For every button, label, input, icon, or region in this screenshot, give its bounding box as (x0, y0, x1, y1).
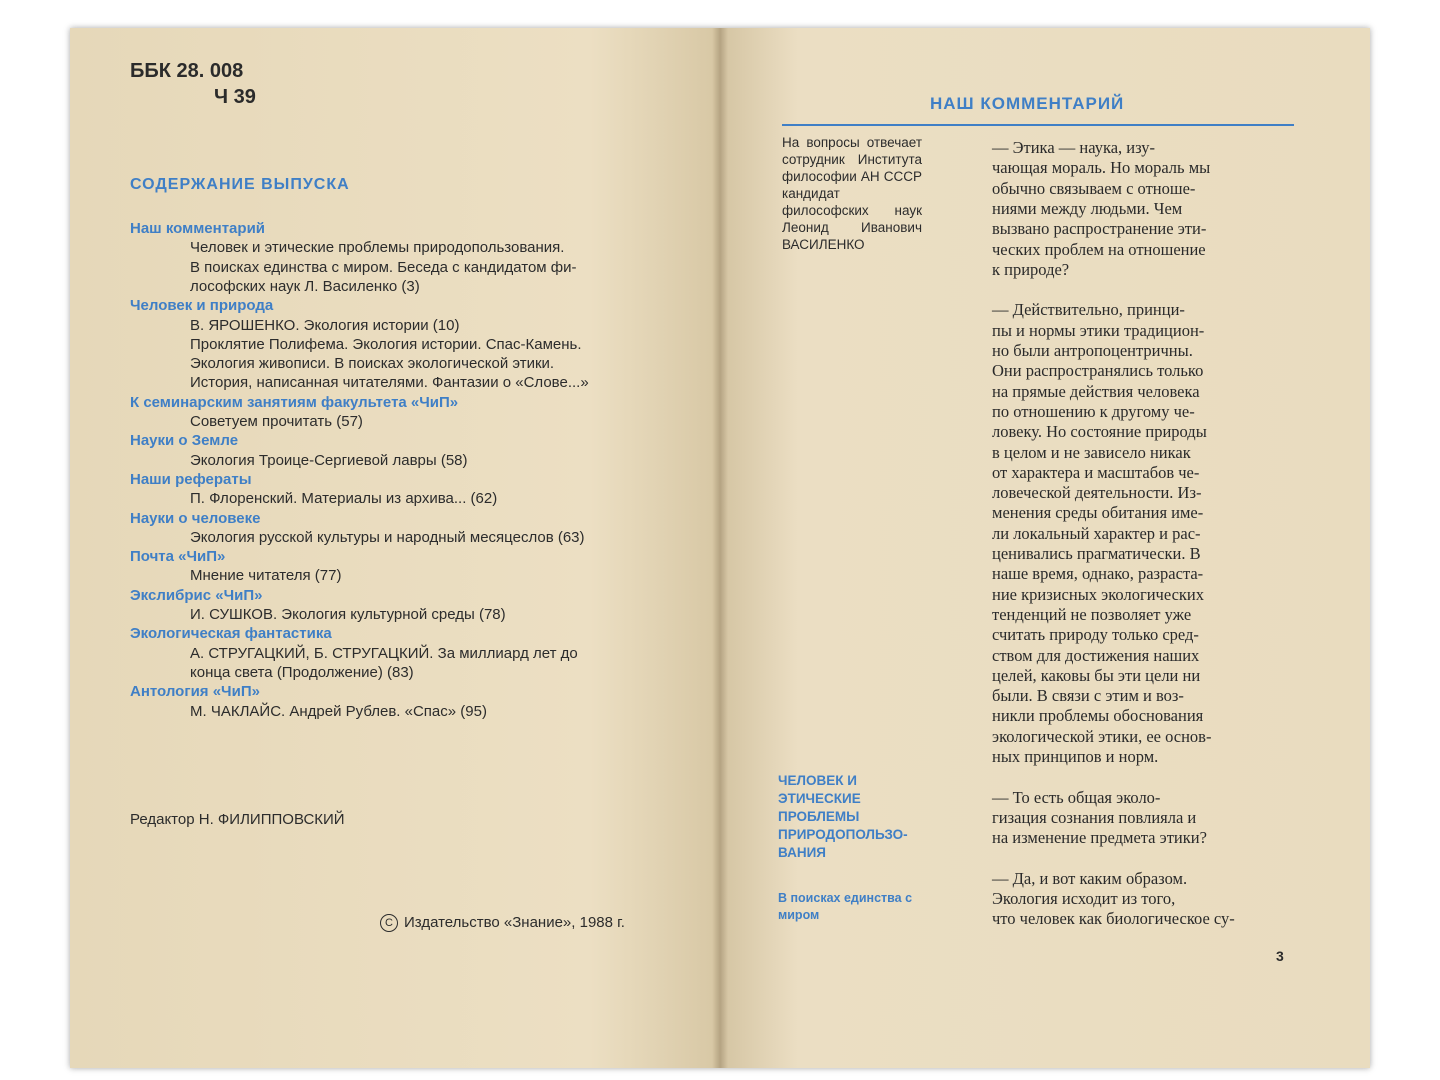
toc-section-heading: Почта «ЧиП» (130, 548, 226, 566)
toc-section-heading: Человек и природа (130, 297, 274, 315)
body-text-line: были. В связи с этим и воз- (992, 686, 1184, 706)
body-text-line: экологической этики, ее основ- (992, 726, 1212, 746)
body-text-line: на изменение предмета этики? (992, 828, 1207, 848)
body-text-line: на прямые действия человека (992, 381, 1200, 401)
section-heading: НАШ КОММЕНТАРИЙ (930, 94, 1125, 113)
toc-entry: лософских наук Л. Василенко (3) (190, 277, 420, 295)
body-text-line: ловеческой деятельности. Из- (992, 483, 1202, 503)
toc-section-heading: Наши рефераты (130, 470, 252, 488)
body-text-line: пы и нормы этики традицион- (992, 320, 1205, 340)
body-text-line: ческих проблем на отношение (992, 239, 1206, 259)
toc-entry: конца света (Продолжение) (83) (190, 663, 414, 681)
toc-entry: История, написанная читателями. Фантазии о «Слове...» (190, 374, 589, 392)
bbk-code: ББК 28. 008 (130, 60, 244, 82)
body-text-line: к природе? (992, 259, 1070, 279)
left-page (70, 28, 720, 1068)
toc-entry: П. Флоренский. Материалы из архива... (62) (190, 490, 498, 508)
copyright-icon: C (380, 914, 398, 932)
body-text-line: наше время, однако, разраста- (992, 564, 1204, 584)
toc-section-heading: Науки о Земле (130, 432, 239, 450)
toc-section-heading: Наш комментарий (130, 220, 266, 237)
toc-section-heading: К семинарским занятиям факультета «ЧиП» (130, 393, 459, 411)
body-text-line: Экология исходит из того, (992, 889, 1176, 909)
body-text-line: ловеку. Но состояние природы (992, 422, 1207, 442)
article-title: ЧЕЛОВЕК И ЭТИЧЕСКИЕ ПРОБЛЕМЫ ПРИРОДОПОЛЬЗО- ВАНИЯ (778, 773, 908, 860)
body-text-line: — Да, и вот каким образом. (992, 868, 1188, 888)
toc-entry: Экология русской культуры и народный месяцеслов (63) (190, 528, 585, 546)
body-text-line: гизация сознания повлияла и (992, 807, 1197, 827)
page-number: 3 (1276, 948, 1284, 964)
body-text-line: ли локальный характер и рас- (992, 523, 1201, 543)
body-text-line: что человек как биологическое су- (992, 909, 1235, 929)
body-text-line: вызвано распространение эти- (992, 219, 1207, 239)
heading-rule (782, 124, 1294, 126)
toc-entry: А. СТРУГАЦКИЙ, Б. СТРУГАЦКИЙ. За миллиард лет до (190, 644, 578, 662)
body-text-line: от характера и масштабов че- (992, 462, 1200, 482)
toc-entry: И. СУШКОВ. Экология культурной среды (78) (190, 606, 506, 623)
body-text-line: но были антропоцентричны. (992, 341, 1193, 360)
body-text-line: менения среды обитания име- (992, 503, 1204, 523)
toc-entry: Советуем прочитать (57) (190, 413, 363, 430)
book-spine (712, 28, 728, 1068)
toc-entry: Экология живописи. В поисках экологической этики. (190, 355, 555, 373)
body-text-line: Они распространялись только (992, 361, 1204, 381)
interview-intro: На вопросы отвечает сотрудник Института философии АН СССР кандидат философских наук Леонид Иванович ВАСИЛЕНКО (782, 135, 922, 252)
toc-entry: Проклятие Полифема. Экология истории. Спас-Камень. (190, 335, 582, 353)
toc-entry: Мнение читателя (77) (190, 567, 342, 585)
index-code: Ч 39 (214, 86, 256, 108)
toc-section-heading: Антология «ЧиП» (130, 683, 260, 701)
toc-entry: Экология Троице-Сергиевой лавры (58) (190, 451, 468, 469)
right-page (720, 28, 1370, 1068)
toc-section-heading: Экслибрис «ЧиП» (130, 586, 263, 604)
body-text-line: чающая мораль. Но мораль мы (992, 158, 1211, 178)
body-text-line: считать природу только сред- (992, 625, 1199, 645)
body-text-line: — Этика — наука, изу- (992, 138, 1156, 157)
body-text-line: ниями между людьми. Чем (992, 198, 1183, 218)
body-text-line: ством для достижения наших (992, 645, 1200, 665)
open-booklet (70, 28, 1370, 1068)
body-text-line: — То есть общая эколо- (992, 787, 1161, 807)
body-text-line: ние кризисных экологических (992, 584, 1204, 604)
body-text-line: никли проблемы обоснования (992, 706, 1204, 726)
body-text-line: — Действительно, принци- (992, 300, 1185, 320)
body-text-line: ных принципов и норм. (992, 747, 1159, 766)
body-text-line: тенденций не позволяет уже (992, 604, 1192, 624)
toc-section-heading: Науки о человеке (130, 509, 261, 527)
toc-title: СОДЕРЖАНИЕ ВЫПУСКА (130, 176, 350, 193)
body-text-line: по отношению к другому че- (992, 401, 1195, 421)
body-text-line: в целом и не зависело никак (992, 442, 1191, 462)
toc-entry: В поисках единства с миром. Беседа с кандидатом фи- (190, 258, 577, 276)
copyright-text: Издательство «Знание», 1988 г. (404, 914, 625, 931)
article-subtitle: В поисках единства с миром (778, 891, 913, 922)
toc-section-heading: Экологическая фантастика (130, 625, 332, 643)
toc-entry: М. ЧАКЛАЙС. Андрей Рублев. «Спас» (95) (190, 702, 487, 720)
editor-credit: Редактор Н. ФИЛИППОВСКИЙ (130, 811, 345, 828)
toc-entry: В. ЯРОШЕНКО. Экология истории (10) (190, 316, 460, 334)
toc-entry: Человек и этические проблемы природопользования. (190, 239, 565, 257)
body-text-line: ценивались прагматически. В (992, 544, 1201, 563)
body-text-line: обычно связываем с отноше- (992, 178, 1196, 198)
body-text-line: целей, каковы бы эти цели ни (992, 665, 1201, 685)
copyright-line (380, 914, 625, 932)
